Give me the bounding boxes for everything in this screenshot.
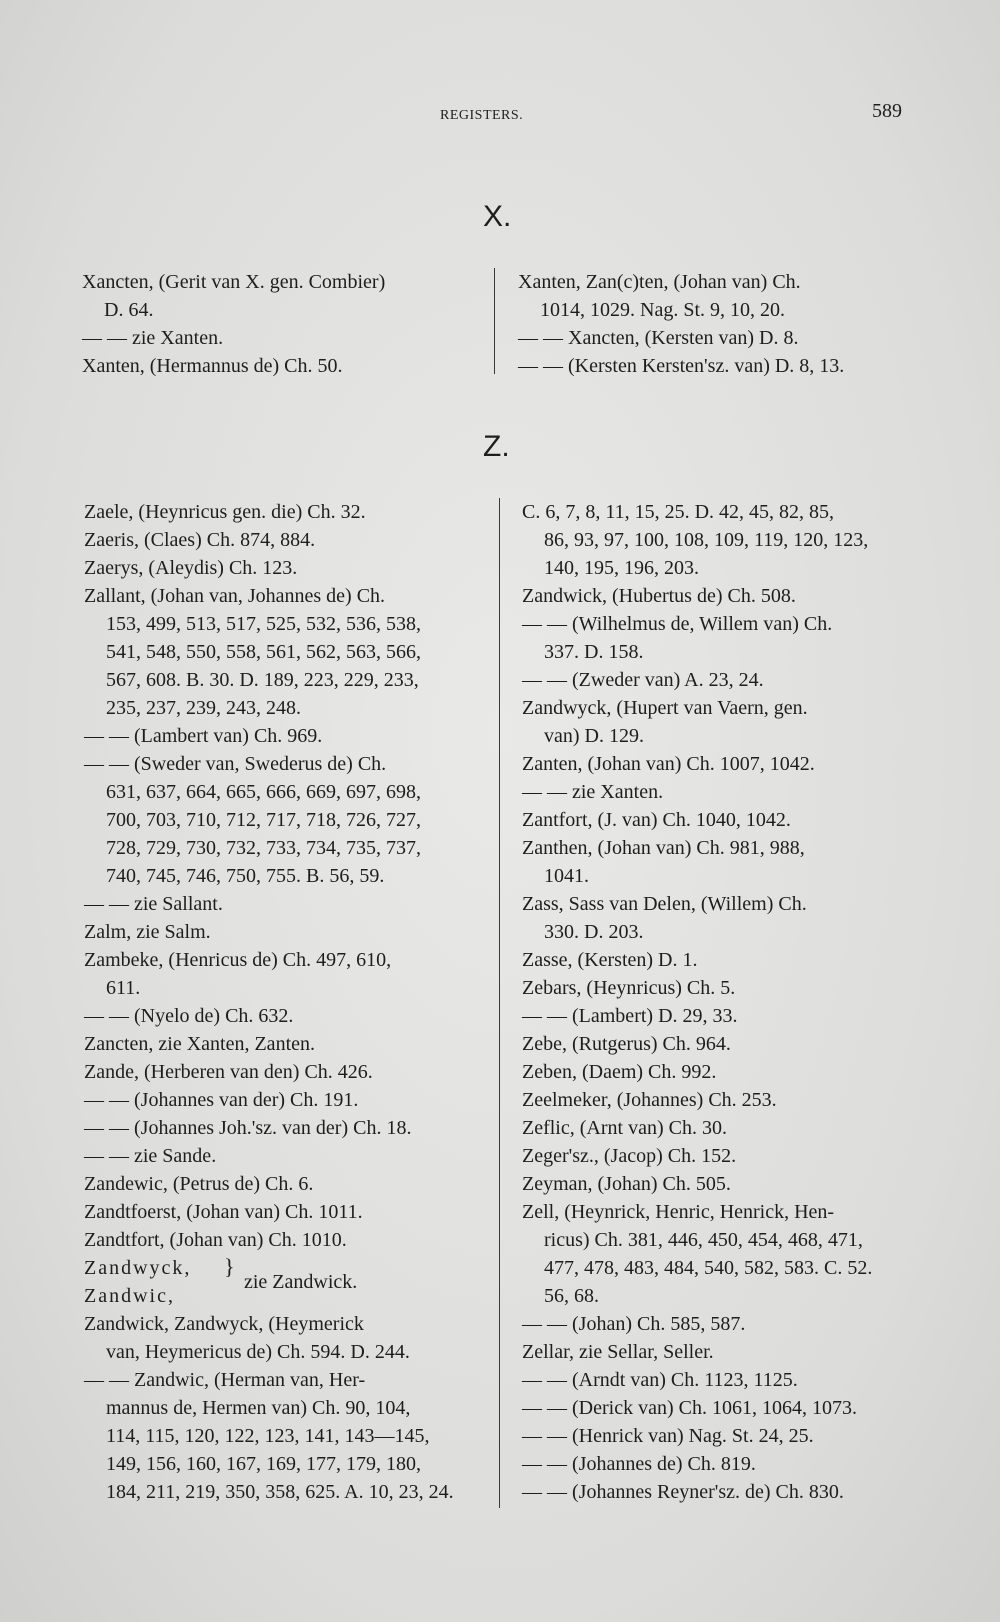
entry-continuation-line: van) D. 129. <box>544 725 644 747</box>
index-entry <box>522 666 962 694</box>
section-z-left-column <box>84 498 504 1506</box>
entry-headword-line: — — (Arndt van) Ch. 1123, 1125. <box>522 1369 798 1391</box>
entry-headword-line: — — (Zweder van) A. 23, 24. <box>522 669 764 691</box>
index-entry <box>84 554 504 582</box>
entry-headword-line: Zanten, (Johan van) Ch. 1007, 1042. <box>522 753 815 775</box>
index-entry <box>84 1142 504 1170</box>
entry-headword-line: Zantfort, (J. van) Ch. 1040, 1042. <box>522 809 791 831</box>
index-entry <box>522 498 962 582</box>
brace-target: zie Zandwick. <box>244 1271 358 1293</box>
index-entry <box>84 1002 504 1030</box>
entry-continuation-line: 611. <box>106 977 141 999</box>
entry-headword-line: — — (Johannes van der) Ch. 191. <box>84 1089 359 1111</box>
entry-continuation-line: 477, 478, 483, 484, 540, 582, 583. C. 52. <box>544 1257 873 1279</box>
entry-headword-line: Zancten, zie Xanten, Zanten. <box>84 1033 315 1055</box>
entry-headword-line: — — (Henrick van) Nag. St. 24, 25. <box>522 1425 814 1447</box>
index-entry <box>522 1366 962 1394</box>
index-entry <box>522 1422 962 1450</box>
curly-brace: } <box>224 1254 235 1279</box>
index-entry <box>84 1086 504 1114</box>
brace-term-1: Zandwyck, <box>84 1257 192 1279</box>
index-entry <box>522 610 962 666</box>
index-entry <box>522 778 962 806</box>
entry-headword-line: Zallant, (Johan van, Johannes de) Ch. <box>84 585 386 607</box>
entry-headword-line: Zandtfoerst, (Johan van) Ch. 1011. <box>84 1201 363 1223</box>
cross-reference-brace <box>84 1254 504 1310</box>
index-entry <box>522 974 962 1002</box>
entry-continuation-line: 149, 156, 160, 167, 169, 177, 179, 180, <box>106 1453 421 1475</box>
index-entry <box>84 946 504 1002</box>
entry-headword-line: — — (Lambert van) Ch. 969. <box>84 725 323 747</box>
section-heading-x: X. <box>483 200 512 233</box>
entry-headword-line: — — zie Xanten. <box>82 327 224 349</box>
left-entries-a <box>84 498 504 1254</box>
entry-headword-line: Zell, (Heynrick, Henric, Henrick, Hen- <box>522 1201 835 1223</box>
entry-continuation-line: 114, 115, 120, 122, 123, 141, 143—145, <box>106 1425 430 1447</box>
entry-continuation-line: 86, 93, 97, 100, 108, 109, 119, 120, 123, <box>544 529 869 551</box>
entry-headword-line: Zebars, (Heynricus) Ch. 5. <box>522 977 736 999</box>
running-head: REGISTERS. <box>440 108 524 123</box>
entry-headword-line: Zeyman, (Johan) Ch. 505. <box>522 1173 731 1195</box>
entry-headword-line: Zandtfort, (Johan van) Ch. 1010. <box>84 1229 347 1251</box>
index-entry <box>84 498 504 526</box>
entry-continuation-line: 700, 703, 710, 712, 717, 718, 726, 727, <box>106 809 421 831</box>
entry-headword-line: — — (Johannes Reyner'sz. de) Ch. 830. <box>522 1481 844 1503</box>
entry-continuation-line: 728, 729, 730, 732, 733, 734, 735, 737, <box>106 837 421 859</box>
entry-headword-line: C. 6, 7, 8, 11, 15, 25. D. 42, 45, 82, 85, <box>522 501 835 523</box>
entry-headword-line: Zellar, zie Sellar, Seller. <box>522 1341 714 1363</box>
entry-headword-line: Zalm, zie Salm. <box>84 921 211 943</box>
entry-headword-line: Xancten, (Gerit van X. gen. Combier) <box>82 271 386 293</box>
index-entry <box>522 946 962 974</box>
index-entry <box>522 1198 962 1310</box>
index-entry <box>84 1226 504 1254</box>
entry-headword-line: Zeflic, (Arnt van) Ch. 30. <box>522 1117 727 1139</box>
entry-headword-line: Zebe, (Rutgerus) Ch. 964. <box>522 1033 731 1055</box>
index-entry <box>84 526 504 554</box>
index-entry <box>522 694 962 750</box>
entry-headword-line: Zanthen, (Johan van) Ch. 981, 988, <box>522 837 805 859</box>
index-entry <box>84 918 504 946</box>
index-entry <box>522 1394 962 1422</box>
entry-headword-line: Zeger'sz., (Jacop) Ch. 152. <box>522 1145 737 1167</box>
entry-continuation-line: 567, 608. B. 30. D. 189, 223, 229, 233, <box>106 669 419 691</box>
entry-continuation-line: mannus de, Hermen van) Ch. 90, 104, <box>106 1397 411 1419</box>
entry-continuation-line: 56, 68. <box>544 1285 599 1307</box>
index-entry <box>522 1478 962 1506</box>
index-entry <box>84 582 504 722</box>
entry-headword-line: — — (Wilhelmus de, Willem van) Ch. <box>522 613 833 635</box>
entry-continuation-line: 337. D. 158. <box>544 641 644 663</box>
entry-headword-line: Xanten, Zan(c)ten, (Johan van) Ch. <box>518 271 801 293</box>
entry-headword-line: — — zie Sande. <box>84 1145 217 1167</box>
entry-headword-line: Zande, (Herberen van den) Ch. 426. <box>84 1061 373 1083</box>
index-entry <box>522 834 962 890</box>
section-x-left-column <box>82 268 482 380</box>
entry-continuation-line: 1041. <box>544 865 589 887</box>
entry-continuation-line: 235, 237, 239, 243, 248. <box>106 697 301 719</box>
entry-continuation-line: 140, 195, 196, 203. <box>544 557 699 579</box>
index-entry <box>522 1310 962 1338</box>
entry-headword-line: Zass, Sass van Delen, (Willem) Ch. <box>522 893 807 915</box>
entry-headword-line: — — (Derick van) Ch. 1061, 1064, 1073. <box>522 1397 857 1419</box>
index-entry <box>84 750 504 890</box>
entry-continuation-line: 184, 211, 219, 350, 358, 625. A. 10, 23, 24. <box>106 1481 454 1503</box>
section-heading-z: Z. <box>483 430 510 463</box>
index-entry <box>84 722 504 750</box>
entry-headword-line: — — (Lambert) D. 29, 33. <box>522 1005 738 1027</box>
column-divider-x <box>494 268 495 374</box>
entry-headword-line: — — zie Sallant. <box>84 893 223 915</box>
entry-headword-line: — — (Sweder van, Swederus de) Ch. <box>84 753 387 775</box>
entry-headword-line: Zaeris, (Claes) Ch. 874, 884. <box>84 529 316 551</box>
entry-headword-line: Zandwick, Zandwyck, (Heymerick <box>84 1313 364 1335</box>
index-entry <box>84 1030 504 1058</box>
entry-continuation-line: 631, 637, 664, 665, 666, 669, 697, 698, <box>106 781 421 803</box>
index-entry <box>84 1198 504 1226</box>
entry-continuation-line: 1014, 1029. Nag. St. 9, 10, 20. <box>540 299 785 321</box>
index-entry <box>522 1086 962 1114</box>
index-entry <box>84 1170 504 1198</box>
index-entry <box>82 352 482 380</box>
entry-headword-line: — — zie Xanten. <box>522 781 664 803</box>
entry-headword-line: — — Xancten, (Kersten van) D. 8. <box>518 327 799 349</box>
entry-headword-line: — — (Kersten Kersten'sz. van) D. 8, 13. <box>518 355 845 377</box>
entry-headword-line: Zambeke, (Henricus de) Ch. 497, 610, <box>84 949 392 971</box>
brace-term-2: Zandwic, <box>84 1285 175 1307</box>
entry-continuation-line: 153, 499, 513, 517, 525, 532, 536, 538, <box>106 613 421 635</box>
entry-continuation-line: D. 64. <box>104 299 154 321</box>
index-entry <box>84 1114 504 1142</box>
index-entry <box>84 890 504 918</box>
index-entry <box>522 750 962 778</box>
column-divider-z <box>499 498 500 1508</box>
section-z-right-column <box>522 498 962 1506</box>
entry-headword-line: — — (Johannes de) Ch. 819. <box>522 1453 756 1475</box>
entry-headword-line: — — (Nyelo de) Ch. 632. <box>84 1005 294 1027</box>
entry-headword-line: — — (Johan) Ch. 585, 587. <box>522 1313 746 1335</box>
page-number: 589 <box>872 100 902 122</box>
index-entry <box>518 324 938 352</box>
index-entry <box>84 1310 504 1366</box>
entry-headword-line: Zaerys, (Aleydis) Ch. 123. <box>84 557 298 579</box>
entry-headword-line: Zandwyck, (Hupert van Vaern, gen. <box>522 697 808 719</box>
left-entries-b <box>84 1310 504 1506</box>
entry-headword-line: — — Zandwic, (Herman van, Her- <box>84 1369 366 1391</box>
entry-headword-line: Zeelmeker, (Johannes) Ch. 253. <box>522 1089 777 1111</box>
index-entry <box>522 806 962 834</box>
entry-continuation-line: van, Heymericus de) Ch. 594. D. 244. <box>106 1341 410 1363</box>
index-entry <box>518 352 938 380</box>
index-entry <box>522 1002 962 1030</box>
entry-continuation-line: ricus) Ch. 381, 446, 450, 454, 468, 471, <box>544 1229 863 1251</box>
entry-headword-line: Zandewic, (Petrus de) Ch. 6. <box>84 1173 314 1195</box>
index-entry <box>84 1366 504 1506</box>
index-entry <box>522 1114 962 1142</box>
entry-continuation-line: 541, 548, 550, 558, 561, 562, 563, 566, <box>106 641 421 663</box>
index-entry <box>522 1338 962 1366</box>
entry-headword-line: Zandwick, (Hubertus de) Ch. 508. <box>522 585 796 607</box>
index-entry <box>522 890 962 946</box>
index-entry <box>522 1030 962 1058</box>
index-entry <box>82 324 482 352</box>
entry-headword-line: Zaele, (Heynricus gen. die) Ch. 32. <box>84 501 366 523</box>
entry-headword-line: Xanten, (Hermannus de) Ch. 50. <box>82 355 343 377</box>
index-entry <box>518 268 938 324</box>
entry-headword-line: Zeben, (Daem) Ch. 992. <box>522 1061 717 1083</box>
index-entry <box>522 582 962 610</box>
index-entry <box>84 1058 504 1086</box>
entry-headword-line: — — (Johannes Joh.'sz. van der) Ch. 18. <box>84 1117 412 1139</box>
index-entry <box>522 1450 962 1478</box>
index-entry <box>522 1170 962 1198</box>
index-entry <box>82 268 482 324</box>
index-entry <box>522 1142 962 1170</box>
entry-continuation-line: 330. D. 203. <box>544 921 644 943</box>
section-x-right-column <box>518 268 938 380</box>
index-entry <box>522 1058 962 1086</box>
entry-continuation-line: 740, 745, 746, 750, 755. B. 56, 59. <box>106 865 385 887</box>
entry-headword-line: Zasse, (Kersten) D. 1. <box>522 949 698 971</box>
